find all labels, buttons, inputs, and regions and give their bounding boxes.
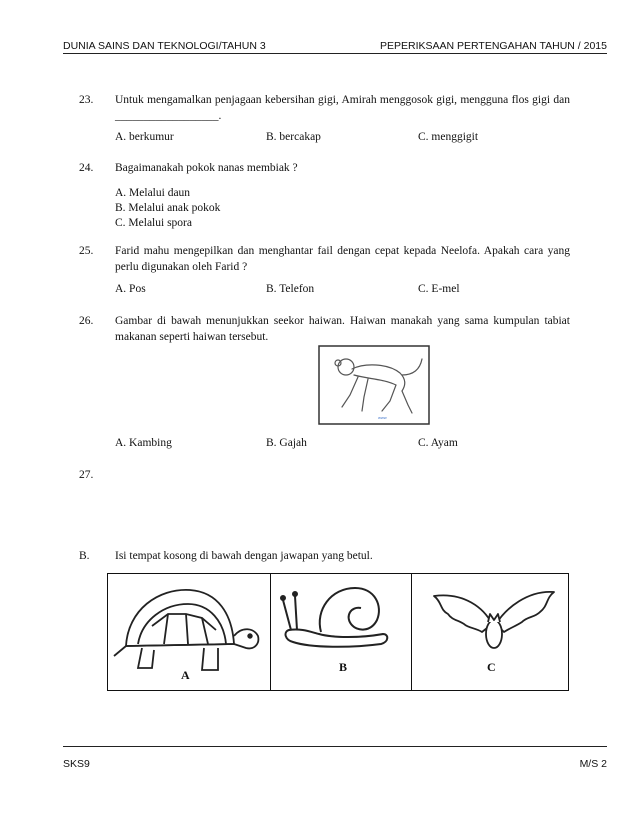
animal-cell-a <box>108 574 271 690</box>
question-24-number: 24. <box>79 162 94 174</box>
question-25-option-b: B. Telefon <box>266 283 315 295</box>
section-b-instruction: Isi tempat kosong di bawah dengan jawapan yang betul. <box>115 550 373 562</box>
question-23-number: 23. <box>79 94 94 106</box>
animal-cell-c <box>412 574 568 690</box>
question-24-option-c: C. Melalui spora <box>115 217 192 229</box>
question-23-option-a: A. berkumur <box>115 131 174 143</box>
header-right: PEPERIKSAAN PERTENGAHAN TAHUN / 2015 <box>380 40 607 52</box>
header-left: DUNIA SAINS DAN TEKNOLOGI/TAHUN 3 <box>63 40 266 52</box>
animal-cell-b <box>271 574 412 690</box>
monkey-image <box>318 345 430 425</box>
footer-right: M/S 2 <box>579 758 607 770</box>
page-footer <box>63 746 607 770</box>
label-a: A <box>181 668 190 682</box>
question-23-option-c: C. menggigit <box>418 131 479 143</box>
question-25-number: 25. <box>79 245 94 257</box>
question-27-number: 27. <box>79 469 94 481</box>
question-25-text: Farid mahu mengepilkan dan menghantar fail dengan cepat kepada Neelofa. Apakah cara yang perlu digunakan oleh Farid ? <box>115 245 570 273</box>
footer-left: SKS9 <box>63 758 90 770</box>
label-b: B <box>339 660 348 674</box>
question-23-option-b: B. bercakap <box>266 131 321 143</box>
question-26-option-c: C. Ayam <box>418 437 458 449</box>
question-25-option-c: C. E-mel <box>418 283 460 295</box>
section-b-number: B. <box>79 550 90 562</box>
label-c: C <box>487 660 496 674</box>
question-24-text: Bagaimanakah pokok nanas membiak ? <box>115 162 298 174</box>
question-25-option-a: A. Pos <box>115 283 146 295</box>
header-rule <box>63 53 607 54</box>
animal-table <box>107 573 569 691</box>
watermark-icon: www <box>378 415 387 420</box>
question-23-text: Untuk mengamalkan penjagaan kebersihan gigi, Amirah menggosok gigi, mengguna flos gigi dan __________________. <box>115 94 570 122</box>
question-26-text: Gambar di bawah menunjukkan seekor haiwan. Haiwan manakah yang sama kumpulan tabiat makanan seperti haiwan tersebut. <box>115 315 570 343</box>
question-26-option-a: A. Kambing <box>115 437 172 449</box>
page-header <box>63 40 607 54</box>
question-26-option-b: B. Gajah <box>266 437 307 449</box>
question-24-option-b: B. Melalui anak pokok <box>115 202 221 214</box>
footer-rule <box>63 746 607 747</box>
question-24-option-a: A. Melalui daun <box>115 187 191 199</box>
question-26-number: 26. <box>79 315 94 327</box>
